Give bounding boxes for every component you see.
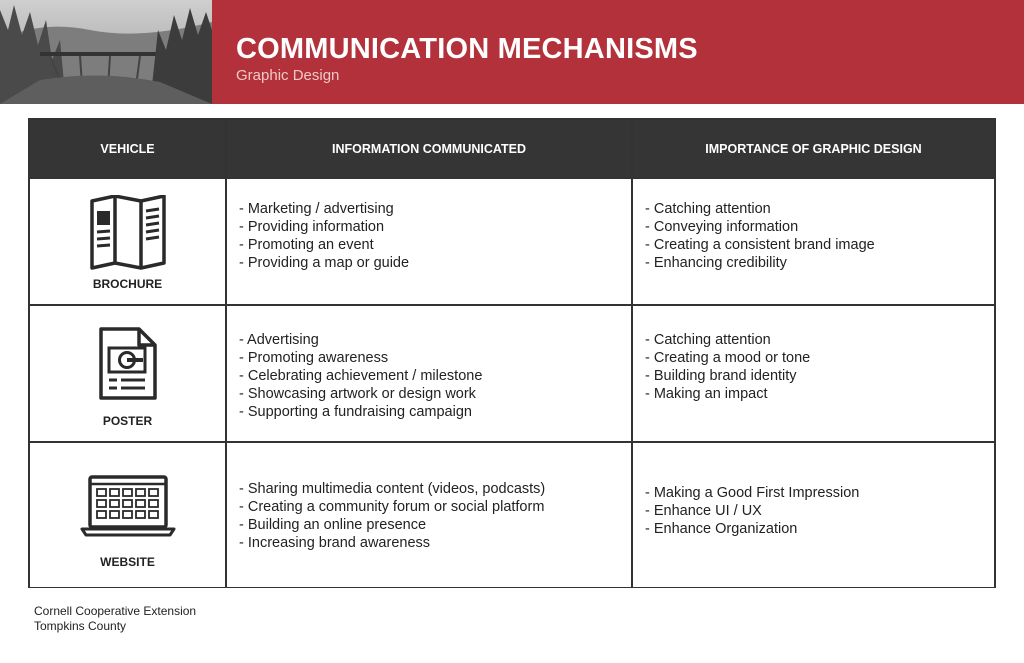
list-item: - Providing information — [239, 219, 385, 235]
list-item: - Making an impact — [645, 386, 768, 402]
list-item: - Catching attention — [645, 332, 771, 348]
column-header-importance: IMPORTANCE OF GRAPHIC DESIGN — [633, 120, 994, 177]
list-item: - Providing a map or guide — [239, 255, 410, 271]
footer-organization — [34, 604, 196, 634]
header-banner — [212, 0, 1024, 104]
importance-list — [633, 306, 994, 403]
list-item: - Building an online presence — [239, 517, 427, 533]
list-item: - Marketing / advertising — [239, 201, 394, 217]
footer-line-1: Cornell Cooperative Extension — [34, 604, 197, 618]
list-item: - Creating a mood or tone — [645, 350, 811, 366]
vehicle-label: WEBSITE — [100, 555, 155, 569]
list-item: - Enhancing credibility — [645, 255, 787, 271]
list-item: - Supporting a fundraising campaign — [239, 404, 472, 420]
list-item: - Promoting awareness — [239, 350, 389, 366]
list-item: - Enhance Organization — [645, 521, 798, 537]
information-list — [227, 179, 631, 272]
vehicle-cell-website — [30, 443, 225, 587]
vehicle-cell-brochure — [30, 179, 225, 304]
page-title: COMMUNICATION MECHANISMS — [236, 33, 698, 65]
list-item: - Showcasing artwork or design work — [239, 386, 476, 402]
importance-cell — [633, 179, 994, 304]
importance-cell — [633, 443, 994, 587]
header-photo — [0, 0, 212, 104]
importance-list — [633, 179, 994, 272]
list-item: - Celebrating achievement / milestone — [239, 368, 483, 384]
brochure-icon — [89, 193, 167, 273]
vehicle-label: BROCHURE — [92, 277, 163, 291]
list-item: - Catching attention — [645, 201, 771, 217]
list-item: - Increasing brand awareness — [239, 535, 431, 551]
laptop-icon — [80, 471, 176, 541]
list-item: - Advertising — [239, 332, 319, 348]
column-header-vehicle: VEHICLE — [30, 120, 225, 177]
information-cell — [227, 306, 631, 441]
footer-line-2: Tompkins County — [34, 619, 127, 633]
vehicle-cell-poster — [30, 306, 225, 441]
information-cell — [227, 179, 631, 304]
page-subtitle: Graphic Design — [236, 67, 340, 84]
list-item: - Creating a community forum or social platform — [239, 499, 545, 515]
importance-list — [633, 443, 994, 538]
list-item: - Making a Good First Impression — [645, 485, 860, 501]
column-header-information: INFORMATION COMMUNICATED — [227, 120, 631, 177]
vehicle-label: POSTER — [102, 414, 153, 428]
poster-icon — [97, 324, 159, 404]
list-item: - Conveying information — [645, 219, 799, 235]
bridge-photo-illustration — [0, 0, 212, 104]
information-list — [227, 443, 631, 552]
information-cell — [227, 443, 631, 587]
mechanisms-table — [28, 118, 996, 588]
information-list — [227, 306, 631, 421]
list-item: - Creating a consistent brand image — [645, 237, 875, 253]
list-item: - Building brand identity — [645, 368, 797, 384]
importance-cell — [633, 306, 994, 441]
list-item: - Sharing multimedia content (videos, podcasts) — [239, 481, 546, 497]
list-item: - Promoting an event — [239, 237, 374, 253]
list-item: - Enhance UI / UX — [645, 503, 762, 519]
